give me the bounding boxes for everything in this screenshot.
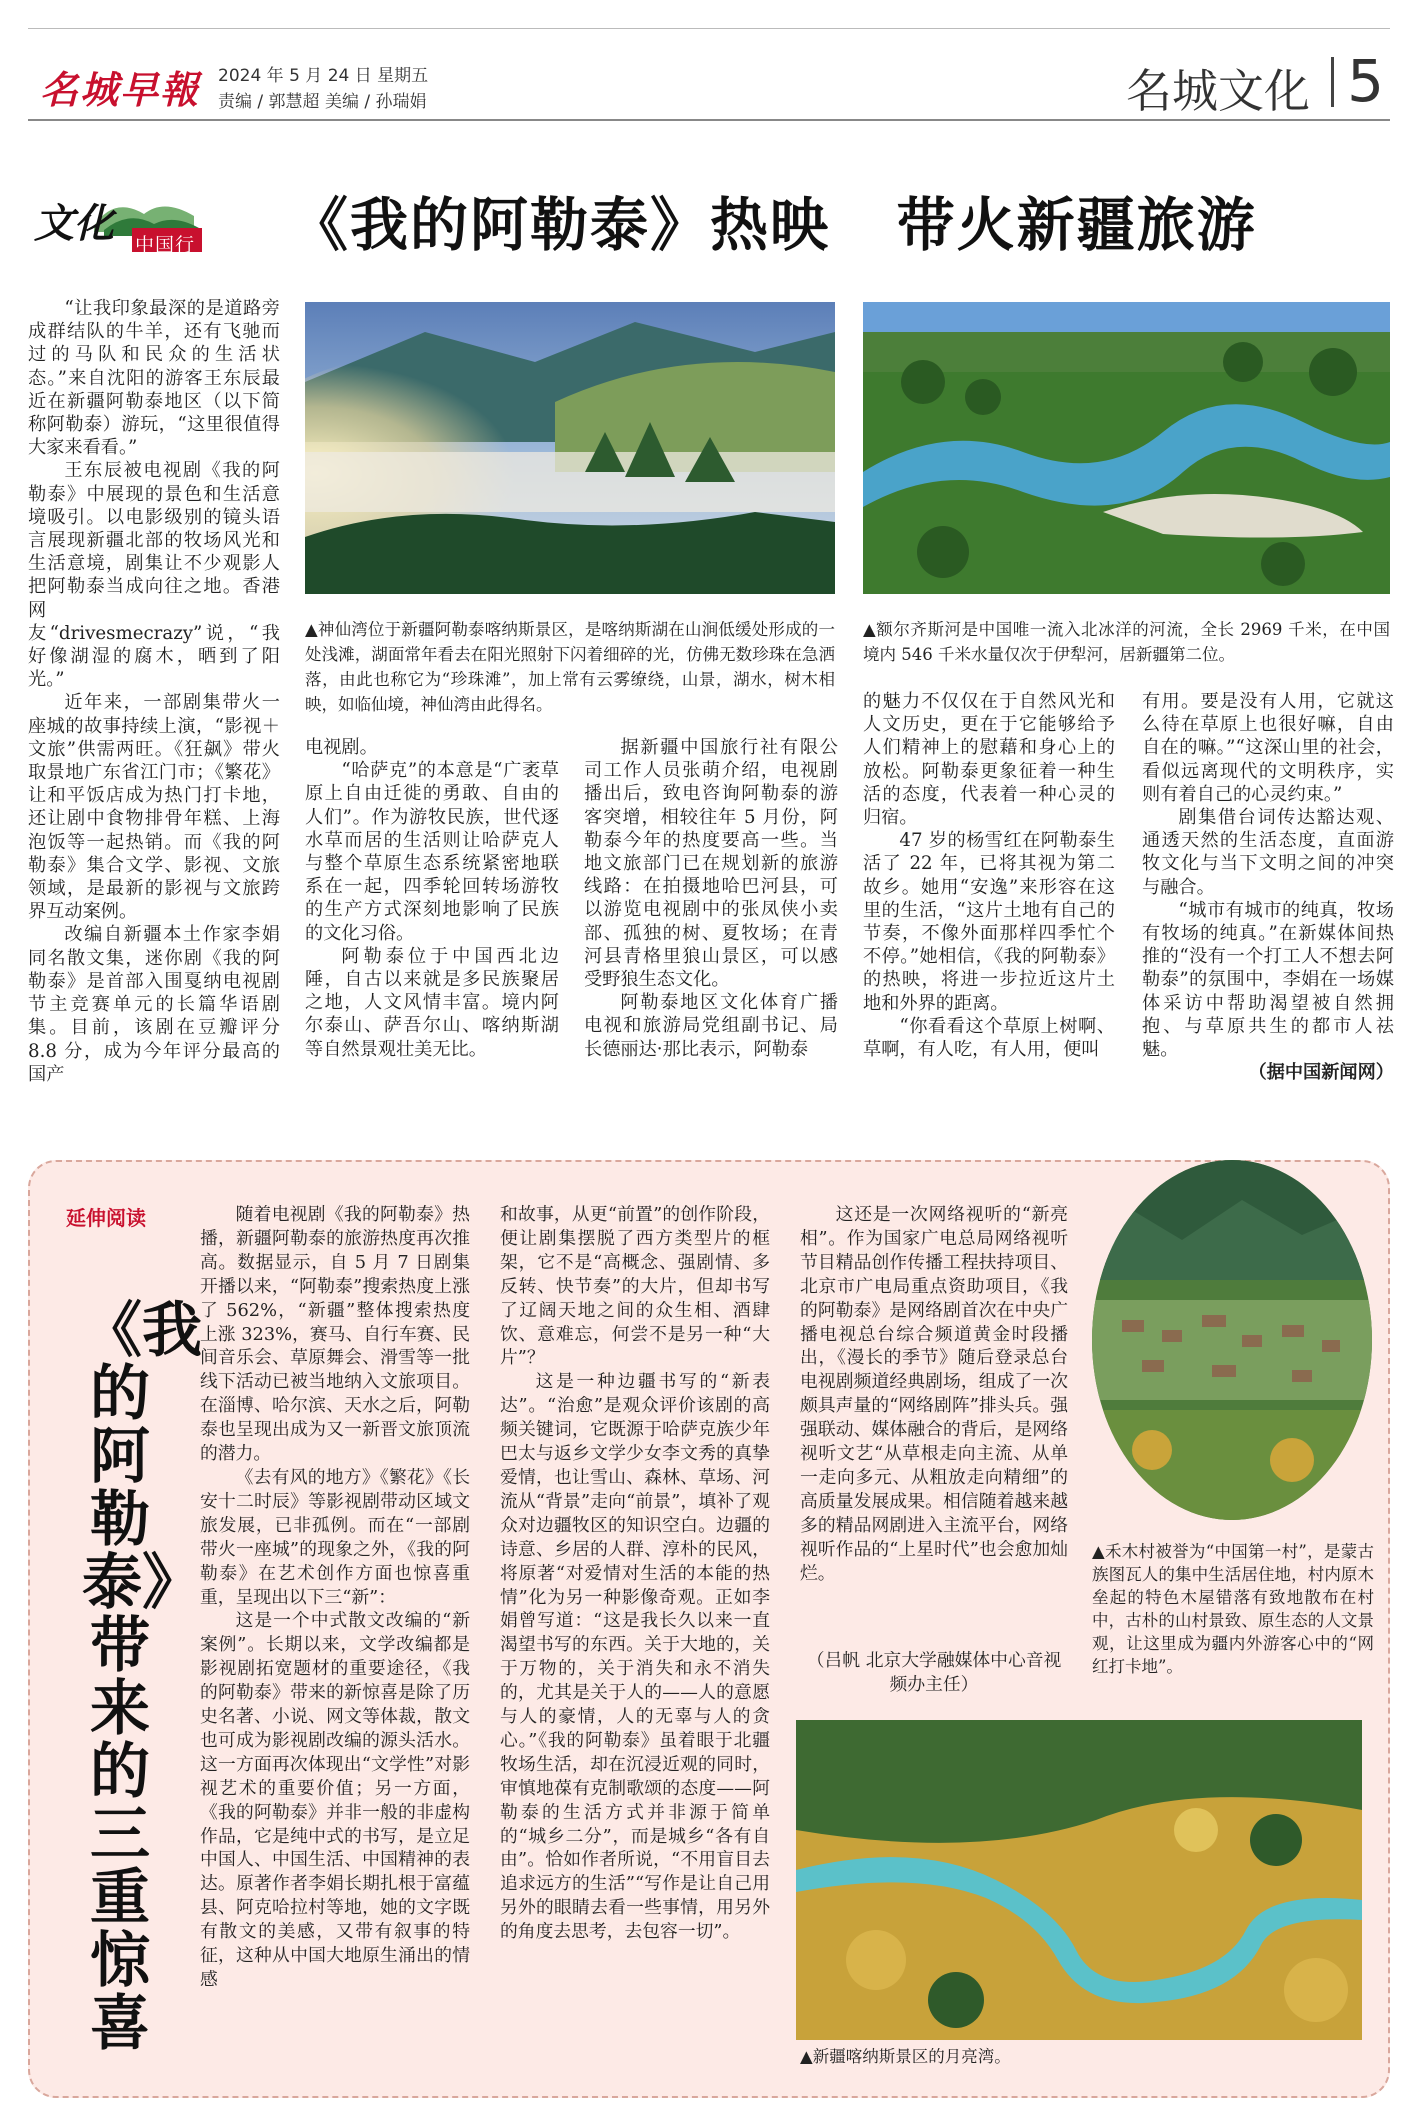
article-paragraph: 改编自新疆本土作家李娟同名散文集，迷你剧《我的阿勒泰》是首部入围戛纳电视剧节主竞赛单元的长篇华语剧集。目前，该剧在豆瓣评分 8.8 分，成为今年评分最高的国产	[28, 924, 280, 1085]
photo-hemu-village	[1092, 1160, 1372, 1520]
sidebar-paragraph: 《去有风的地方》《繁花》《长安十二时辰》等影视剧带动区域文旅发展，已非孤例。而在“一部剧带火一座城”的现象之外，《我的阿勒泰》在艺术创作方面也惊喜重重，呈现出以下三“新”：	[200, 1466, 470, 1608]
photo-caption-hemu: ▲禾木村被誉为“中国第一村”，是蒙古族图瓦人的集中生活居住地，村内原木垒起的特色木屋错落有致地散布在村中，古朴的山村景致、原生态的人文景观，让这里成为疆内外游客心中的“网红打卡地”。	[1092, 1542, 1374, 1676]
photo-caption-erqisi: ▲额尔齐斯河是中国唯一流入北冰洋的河流，全长 2969 千米，在中国境内 546 千米水量仅次于伊犁河，居新疆第二位。	[863, 620, 1390, 664]
article-paragraph: “让我印象最深的是道路旁成群结队的牛羊，还有飞驰而过的马队和民众的生活状态。”来自沈阳的游客王东辰最近在新疆阿勒泰地区（以下简称阿勒泰）游玩，“这里很值得大家来看看。”	[28, 298, 280, 459]
article-paragraph: “城市有城市的纯真，牧场有牧场的纯真。”在新媒体间热推的“没有一个打工人不想去阿勒泰”的氛围中，李娟在一场媒体采访中帮助渴望被自然拥抱、与草原共生的都市人祛魅。	[1142, 899, 1394, 1061]
article-paragraph: 近年来，一部剧集带火一座城的故事持续上演，“影视＋文旅”供需两旺。《狂飙》带火取景地广东省江门市；《繁花》让和平饭店成为热门打卡地，还让剧中食物排骨年糕、上海泡饭等一起热销。而《我的阿勒泰》集合文学、影视、文旅领域，是最新的影视与文旅跨界互动案例。	[28, 692, 280, 923]
photo-shenxianwan	[305, 302, 835, 594]
masthead	[28, 28, 1390, 121]
sidebar-paragraph: 这是一个中式散文改编的“新案例”。长期以来，文学改编都是影视剧拓宽题材的重要途径，《我的阿勒泰》带来的新惊喜是除了历史名著、小说、网文等体裁，散文也可成为影视剧改编的源头活水。这一方面再次体现出“文学性”对影视艺术的重要价值；另一方面，《我的阿勒泰》并非一般的非虚构作品，它是纯中式的书写，是立足中国人、中国生活、中国精神的表达。原著作者李娟长期扎根于富蕴县、阿克哈拉村等地，她的文字既有散文的美感，又带有叙事的特征，这种从中国大地原生涌出的情感	[200, 1610, 470, 1990]
article-paragraph: “哈萨克”的本意是“广袤草原上自由迁徙的勇敢、自由的人们”。作为游牧民族，世代逐水草而居的生活则让哈萨克人与整个草原生态系统紧密地联系在一起，四季轮回转场游牧的生产方式深刻地影响了民族的文化习俗。	[305, 760, 559, 944]
article-paragraph: 有用。要是没有人用，它就这么待在草原上也很好嘛，自由自在的嘛。”“这深山里的社会，看似远离现代的文明秩序，实则有着自己的心灵约束。”	[1142, 691, 1394, 805]
article-source: （据中国新闻网）	[1248, 1062, 1394, 1084]
article-paragraph: 的魅力不仅仅在于自然风光和人文历史，更在于它能够给予人们精神上的慰藉和身心上的放松。阿勒泰更象征着一种生活的态度，代表着一种心灵的归宿。	[863, 691, 1115, 829]
photo-erqisi-river	[863, 302, 1390, 594]
article-paragraph: 阿勒泰地区文化体育广播电视和旅游局党组副书记、局长德丽达·那比表示，阿勒泰	[584, 992, 838, 1060]
sidebar-column-2	[500, 1203, 770, 2063]
erqisi-river-image	[863, 302, 1390, 594]
sidebar-paragraph: 这是一种边疆书写的“新表达”。“治愈”是观众评价该剧的高频关键词，它既源于哈萨克族少年巴太与返乡文学少女李文秀的真挚爱情，也让雪山、森林、草场、河流从“背景”走向“前景”，填补了观众对边疆牧区的知识空白。边疆的诗意、乡居的人群、淳朴的民风，将原著“对爱情对生活的本能的热情”化为另一种影像奇观。正如李娟曾写道：“这是我长久以来一直渴望书写的东西。关于大地的，关于万物的，关于消失和永不消失的，尤其是关于人的——人的意愿与人的豪情，人的无辜与人的贪心。”《我的阿勒泰》虽着眼于北疆牧场生活，却在沉浸近观的同时，审慎地葆有克制歌颂的态度——阿勒泰的生活方式并非源于简单的“城乡二分”，而是城乡“各有自由”。恰如作者所说，“不用盲目去追求远方的生活”“写作是让自己用另外的眼睛去看一些事情，用另外的角度去思考，去包容一切”。	[500, 1371, 770, 1943]
article-column-2	[305, 736, 559, 1112]
editors-line: 责编 / 郭慧超 美编 / 孙瑞娟	[218, 92, 427, 112]
article-paragraph: 阿勒泰位于中国西北边陲，自古以来就是多民族聚居之地，人文风情丰富。境内阿尔泰山、萨吾尔山、喀纳斯湖等自然景观壮美无比。	[305, 945, 559, 1060]
article-paragraph: 王东辰被电视剧《我的阿勒泰》中展现的景色和生活意境吸引。以电影级别的镜头语言展现新疆北部的牧场风光和生活意境，剧集让不少观影人把阿勒泰当成向往之地。香港网友“drivesmecrazy”说，“我好像湖湿的腐木，晒到了阳光。”	[28, 460, 280, 691]
section-separator	[1331, 57, 1334, 107]
issue-date: 2024 年 5 月 24 日 星期五	[218, 66, 429, 86]
hemu-village-image	[1092, 1160, 1372, 1520]
extended-reading-title: 《我的阿勒泰》带来的三重惊喜	[82, 1296, 202, 2059]
article-paragraph: “你看看这个草原上树啊、草啊，有人吃，有人用，便叫	[863, 1015, 1115, 1061]
column-logo-text: 文化	[34, 200, 114, 247]
column-logo-subtext: 中国行	[135, 234, 196, 256]
article-column-1	[28, 297, 280, 1097]
article-paragraph: 47 岁的杨雪红在阿勒泰生活了 22 年，已将其视为第二故乡。她用“安逸”来形容在这里的生活，“这片土地有自己的节奏，不像外面那样四季忙个不停。”她相信，《我的阿勒泰》的热映，将进一步拉近这片土地和外界的距离。	[863, 830, 1115, 1014]
sidebar-paragraph: 随着电视剧《我的阿勒泰》热播，新疆阿勒泰的旅游热度再次推高。数据显示，自 5 月 7 日剧集开播以来，“阿勒泰”搜索热度上涨了 562%，“新疆”整体搜索热度上涨 323%，赛马、自行车赛、民间音乐会、草原舞会、滑雪等一批线下活动已被当地纳入文旅项目。在淄博、哈尔滨、天水之后，阿勒泰也呈现出成为又一新晋文旅顶流的潜力。	[200, 1204, 470, 1465]
headline: 《我的阿勒泰》热映 带火新疆旅游	[290, 191, 1257, 259]
sidebar-paragraph: 和故事，从更“前置”的创作阶段，便让剧集摆脱了西方类型片的框架，它不是“高概念、强剧情、多反转、快节奏”的大片，但却书写了辽阔天地之间的众生相、酒肆饮、意难忘，何尝不是另一种“大片”？	[500, 1204, 770, 1369]
article-column-3	[584, 736, 838, 1112]
sidebar-column-1	[200, 1203, 470, 2063]
article-column-5	[1142, 690, 1394, 1114]
sidebar-paragraph: 这还是一次网络视听的“新亮相”。作为国家广电总局网络视听节目精品创作传播工程扶持项目、北京市广电局重点资助项目，《我的阿勒泰》是网络剧首次在中央广播电视总台综合频道黄金时段播出，《漫长的季节》随后登录总台电视剧频道经典剧场，组成了一次颇具声量的“网络剧阵”排头兵。强强联动、媒体融合的背后，是网络视听文艺“从草根走向主流、从单一走向多元、从粗放走向精细”的高质量发展成果。相信随着越来越多的精品网剧进入主流平台，网络视听作品的“上星时代”也会愈加灿烂。	[800, 1204, 1068, 1584]
moon-bay-image	[796, 1720, 1362, 2040]
page-number: 5	[1347, 47, 1384, 115]
sidebar-column-3	[800, 1203, 1068, 1683]
article-paragraph: 剧集借台词传达豁达观、通透天然的生活态度，直面游牧文化与当下文明之间的冲突与融合。	[1142, 807, 1394, 898]
newspaper-logo: 名城早報	[40, 67, 201, 112]
article-paragraph: 据新疆中国旅行社有限公司工作人员张萌介绍，电视剧播出后，致电咨询阿勒泰的游客突增，相较往年 5 月份，阿勒泰今年的热度要高一些。当地文旅部门已在规划新的旅游线路：在拍摄地哈巴河县，可以游览电视剧中的张凤侠小卖部、孤独的树、夏牧场；在青河县青格里狼山景区，可以感受野狼生态文化。	[584, 737, 838, 991]
article-column-4	[863, 690, 1115, 1114]
section-name: 名城文化	[1126, 64, 1310, 118]
article-paragraph: 电视剧。	[305, 737, 378, 758]
column-logo	[34, 186, 224, 256]
photo-moon-bay	[796, 1720, 1362, 2040]
photo-caption-moon-bay: ▲新疆喀纳斯景区的月亮湾。	[800, 2047, 1011, 2066]
author-note: （吕帆 北京大学融媒体中心音视频办主任）	[806, 1650, 1062, 1695]
shenxianwan-image	[305, 302, 835, 594]
extended-reading-tag: 延伸阅读	[66, 1206, 146, 1230]
photo-caption-shenxianwan: ▲神仙湾位于新疆阿勒泰喀纳斯景区，是喀纳斯湖在山涧低缓处形成的一处浅滩，湖面常年看去在阳光照射下闪着细碎的光，仿佛无数珍珠在急洒落，由此也称它为“珍珠滩”，加上常有云雾缭绕，山景，湖水，树木相映，如临仙境，神仙湾由此得名。	[305, 620, 835, 714]
